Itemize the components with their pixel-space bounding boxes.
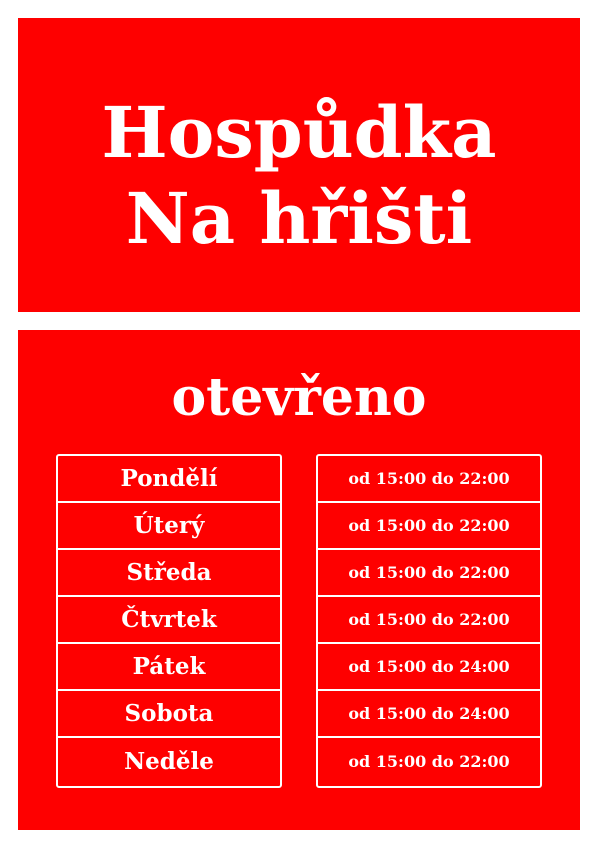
day-cell: Čtvrtek <box>58 597 280 644</box>
pub-name-line2: Na hřišti <box>125 177 473 260</box>
days-column <box>56 454 282 788</box>
time-cell: od 15:00 do 22:00 <box>318 503 540 550</box>
times-column <box>316 454 542 788</box>
day-cell: Pátek <box>58 644 280 691</box>
day-cell: Pondělí <box>58 456 280 503</box>
time-cell: od 15:00 do 22:00 <box>318 597 540 644</box>
time-cell: od 15:00 do 24:00 <box>318 691 540 738</box>
pub-name <box>18 90 580 262</box>
time-cell: od 15:00 do 22:00 <box>318 550 540 597</box>
time-cell: od 15:00 do 24:00 <box>318 644 540 691</box>
day-cell: Středa <box>58 550 280 597</box>
time-cell: od 15:00 do 22:00 <box>348 752 510 771</box>
day-cell: Úterý <box>58 503 280 550</box>
time-cell: od 15:00 do 22:00 <box>318 456 540 503</box>
day-cell: Sobota <box>58 691 280 738</box>
title-panel <box>18 18 580 312</box>
opening-hours-panel <box>18 330 580 830</box>
opening-hours-heading: otevřeno <box>171 367 427 428</box>
day-cell: Neděle <box>124 748 214 775</box>
pub-name-line1: Hospůdka <box>101 91 497 174</box>
